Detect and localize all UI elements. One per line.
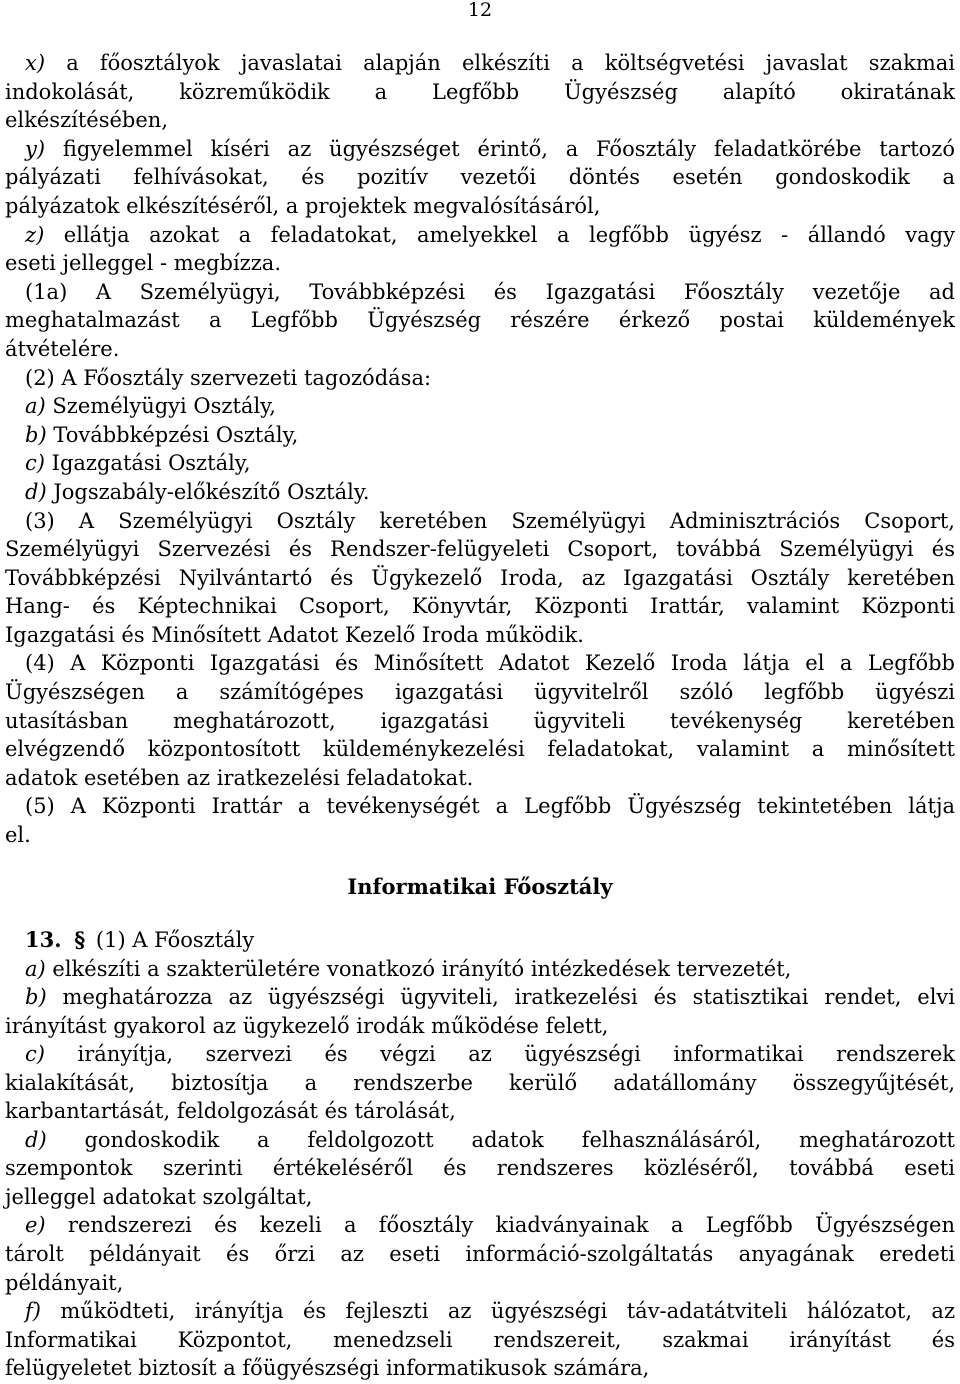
paragraph-line bbox=[5, 678, 955, 707]
paragraph-text: (1a) A Személyügyi, Továbbképzési és Igazgatási Főosztály vezetője ad bbox=[25, 279, 955, 304]
list-item-line bbox=[5, 1240, 955, 1269]
item-label: y) bbox=[25, 136, 46, 161]
list-item-line bbox=[5, 1269, 955, 1298]
paragraph-text: Személyügyi Szervezési és Rendszer-felügyeleti Csoport, továbbá Személyügyi és bbox=[5, 537, 955, 562]
paragraph-text: meghatalmazást a Legfőbb Ügyészség részére érkező postai küldemények bbox=[5, 308, 955, 333]
item-text: Jogszabály-előkészítő Osztály. bbox=[53, 479, 370, 504]
item-text: példányait, bbox=[5, 1270, 124, 1295]
item-text: indokolását, közreműködik a Legfőbb Ügyészség alapító okiratának bbox=[5, 79, 955, 104]
paragraph-text: Igazgatási és Minősített Adatot Kezelő Iroda működik. bbox=[5, 622, 584, 647]
list-item-line bbox=[5, 1297, 955, 1326]
list-item-line bbox=[5, 163, 955, 192]
item-text: irányítást gyakorol az ügykezelő irodák működése felett, bbox=[5, 1013, 609, 1038]
paragraph-text: (3) A Személyügyi Osztály keretében Személyügyi Adminisztrációs Csoport, bbox=[25, 508, 955, 533]
list-item-line bbox=[5, 1354, 955, 1383]
item-text: eseti jelleggel - megbízza. bbox=[5, 251, 282, 276]
list-item-line bbox=[5, 49, 955, 78]
item-text: meghatározza az ügyészségi ügyviteli, iratkezelési és statisztikai rendet, elvi bbox=[62, 985, 955, 1010]
paragraph-line bbox=[5, 735, 955, 764]
item-label: c) bbox=[25, 1042, 45, 1067]
list-item-line bbox=[5, 249, 955, 278]
paragraph-text: Továbbképzési Nyilvántartó és Ügykezelő Iroda, az Igazgatási Osztály keretében bbox=[5, 565, 955, 590]
item-label: z) bbox=[25, 222, 45, 247]
item-text: Informatikai Központot, menedzseli rendszereit, szakmai irányítást és bbox=[5, 1327, 955, 1352]
paragraph-text: adatok esetében az iratkezelési feladatokat. bbox=[5, 765, 474, 790]
paragraph-line bbox=[5, 507, 955, 536]
list-item-line bbox=[5, 135, 955, 164]
list-item-line bbox=[5, 983, 955, 1012]
item-label: a) bbox=[25, 956, 46, 981]
item-label: d) bbox=[25, 479, 47, 504]
list-item-line bbox=[5, 1097, 955, 1126]
list-item bbox=[5, 392, 955, 421]
item-text: figyelemmel kíséri az ügyészséget érintő, a Főosztály feladatkörébe tartozó bbox=[62, 136, 955, 161]
item-text: kialakítását, biztosítja a rendszerbe kerülő adatállomány összegyűjtését, bbox=[5, 1070, 955, 1095]
item-label: b) bbox=[25, 422, 47, 447]
list-item-line bbox=[5, 1183, 955, 1212]
list-item-line bbox=[5, 1211, 955, 1240]
item-label: d) bbox=[25, 1127, 47, 1152]
item-text: Továbbképzési Osztály, bbox=[53, 422, 299, 447]
list-item-line bbox=[5, 1126, 955, 1155]
item-label: a) bbox=[25, 394, 46, 419]
list-item-line bbox=[5, 221, 955, 250]
paragraph-line bbox=[5, 821, 955, 850]
item-text: működteti, irányítja és fejleszti az ügyészségi táv-adatátviteli hálózatot, az bbox=[60, 1299, 956, 1324]
paragraph-text: (4) A Központi Igazgatási és Minősített Adatot Kezelő Iroda látja el a Legfőbb bbox=[25, 651, 955, 676]
item-text: gondoskodik a feldolgozott adatok felhasználásáról, meghatározott bbox=[84, 1127, 955, 1152]
paragraph-text: átvételére. bbox=[5, 336, 120, 361]
list-item-line bbox=[5, 1040, 955, 1069]
list-item-line bbox=[5, 1012, 955, 1041]
item-label: c) bbox=[25, 451, 45, 476]
section-13 bbox=[5, 926, 955, 1383]
section-sign: § bbox=[74, 927, 86, 952]
list-item-line bbox=[5, 192, 955, 221]
paragraph-line bbox=[5, 364, 955, 393]
list-item bbox=[5, 421, 955, 450]
list-item-line bbox=[5, 1154, 955, 1183]
item-label: e) bbox=[25, 1213, 46, 1238]
item-text: elkészíti a szakterületére vonatkozó irányító intézkedések tervezetét, bbox=[52, 956, 792, 981]
paragraph-line bbox=[5, 621, 955, 650]
paragraph-text: utasításban meghatározott, igazgatási ügyviteli tevékenység keretében bbox=[5, 708, 955, 733]
paragraph-line bbox=[5, 535, 955, 564]
paragraph-line bbox=[5, 764, 955, 793]
paragraph-text: (2) A Főosztály szervezeti tagozódása: bbox=[25, 365, 432, 390]
item-text: rendszerezi és kezeli a főosztály kiadványainak a Legfőbb Ügyészségen bbox=[67, 1213, 955, 1238]
paragraph-text: Ügyészségen a számítógépes igazgatási ügyvitelről szóló legfőbb ügyészi bbox=[5, 680, 955, 705]
list-item-line bbox=[5, 106, 955, 135]
paragraph-line bbox=[5, 278, 955, 307]
paragraph-text: Hang- és Képtechnikai Csoport, Könyvtár, Központi Irattár, valamint Központi bbox=[5, 594, 955, 619]
item-text: Igazgatási Osztály, bbox=[51, 451, 251, 476]
page-number: 12 bbox=[467, 0, 493, 21]
section-intro-line bbox=[5, 926, 955, 955]
paragraph-line bbox=[5, 564, 955, 593]
list-item-line bbox=[5, 78, 955, 107]
list-item bbox=[5, 449, 955, 478]
item-text: pályázatok elkészítéséről, a projektek megvalósításáról, bbox=[5, 193, 601, 218]
section-heading: Informatikai Főosztály bbox=[347, 874, 613, 899]
list-item bbox=[5, 478, 955, 507]
paragraph-line bbox=[5, 707, 955, 736]
item-text: elkészítésében, bbox=[5, 108, 168, 133]
item-text: jelleggel adatokat szolgáltat, bbox=[5, 1184, 313, 1209]
item-label: x) bbox=[25, 51, 46, 75]
item-text: tárolt példányait és őrzi az eseti információ-szolgáltatás anyagának eredeti bbox=[5, 1242, 955, 1267]
list-item-line bbox=[5, 1326, 955, 1355]
paragraph-line bbox=[5, 592, 955, 621]
item-text: Személyügyi Osztály, bbox=[52, 394, 276, 419]
paragraph-text: el. bbox=[5, 823, 31, 848]
item-text: a főosztályok javaslatai alapján elkészíti a költségvetési javaslat szakmai bbox=[66, 51, 955, 75]
item-text: pályázati felhívásokat, és pozitív vezetői döntés esetén gondoskodik a bbox=[5, 165, 955, 190]
paragraph-line bbox=[5, 649, 955, 678]
paragraph-line bbox=[5, 335, 955, 364]
document-body-top bbox=[5, 49, 955, 850]
paragraph-text: (5) A Központi Irattár a tevékenységét a Legfőbb Ügyészség tekintetében látja bbox=[25, 794, 955, 819]
paragraph-line bbox=[5, 792, 955, 821]
list-item-line bbox=[5, 955, 955, 984]
section-number: 13. bbox=[25, 927, 62, 952]
item-label: f) bbox=[25, 1299, 41, 1324]
item-text: irányítja, szervezi és végzi az ügyészségi informatikai rendszerek bbox=[77, 1042, 955, 1067]
item-text: ellátja azokat a feladatokat, amelyekkel a legfőbb ügyész - állandó vagy bbox=[63, 222, 955, 247]
section-intro: (1) A Főosztály bbox=[95, 928, 255, 952]
item-label: b) bbox=[25, 985, 47, 1010]
item-text: karbantartását, feldolgozását és tárolását, bbox=[5, 1099, 456, 1124]
paragraph-text: elvégzendő központosított küldeménykezelési feladatokat, valamint a minősített bbox=[5, 737, 955, 762]
list-item-line bbox=[5, 1069, 955, 1098]
paragraph-line bbox=[5, 306, 955, 335]
item-text: felügyeletet biztosít a főügyészségi informatikusok számára, bbox=[5, 1356, 650, 1381]
item-text: szempontok szerinti értékeléséről és rendszeres közléséről, továbbá eseti bbox=[5, 1156, 955, 1181]
